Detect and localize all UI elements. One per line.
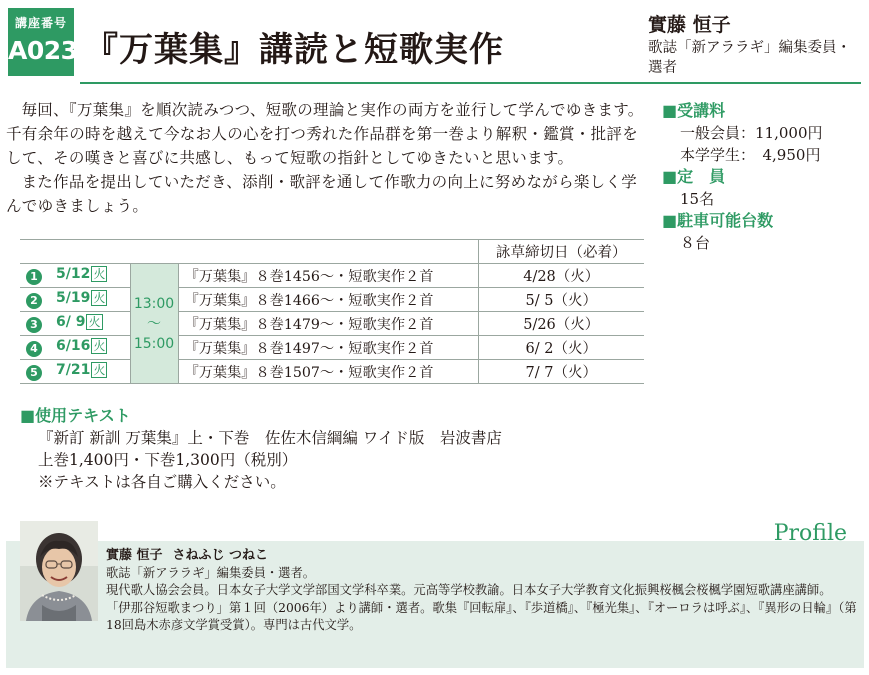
textbook-title: 『新訂 新訓 万葉集』上・下巻 佐佐木信綱編 ワイド版 岩波書店 [38, 429, 502, 447]
session-date: 6/16 [56, 338, 91, 354]
textbook-price: 上巻1,400円・下巻1,300円（税別） [38, 451, 298, 469]
weekday-badge: 火 [93, 363, 106, 377]
session-date: 7/21 [56, 362, 91, 378]
schedule-table [20, 239, 644, 384]
profile-name: 實藤 恒子 [106, 548, 163, 563]
session-date: 5/19 [56, 290, 91, 306]
session-deadline: 5/26（火） [478, 312, 644, 336]
session-deadline: 7/ 7（火） [478, 360, 644, 384]
lecturer-info [648, 12, 863, 78]
lecturer-name: 實藤 恒子 [648, 14, 731, 36]
profile-text [106, 547, 860, 635]
schedule-row [20, 288, 644, 312]
session-number: 2 [26, 293, 42, 309]
session-deadline: 5/ 5（火） [478, 288, 644, 312]
session-number: 4 [26, 341, 42, 357]
schedule-row [20, 336, 644, 360]
session-content: 『万葉集』８巻1466〜・短歌実作２首 [178, 288, 478, 312]
course-code-box [8, 8, 78, 76]
course-code: A023 [8, 36, 78, 65]
lecturer-role-line2: 選者 [648, 60, 677, 76]
session-content: 『万葉集』８巻1507〜・短歌実作２首 [178, 360, 478, 384]
schedule-header-row [20, 240, 644, 264]
weekday-badge: 火 [93, 339, 106, 353]
time-end: 15:00 [133, 335, 175, 352]
time-separator: 〜 [147, 315, 161, 332]
session-content: 『万葉集』８巻1497〜・短歌実作２首 [178, 336, 478, 360]
weekday-badge: 火 [88, 315, 101, 329]
schedule-row [20, 360, 644, 384]
capacity-heading: ■定 員 [662, 167, 726, 186]
session-content: 『万葉集』８巻1456〜・短歌実作２首 [178, 264, 478, 288]
deadline-header: 詠草締切日（必着） [478, 240, 644, 264]
header-divider [80, 82, 861, 84]
profile-reading: さねふじ つねこ [172, 548, 268, 563]
session-date: 5/12 [56, 266, 91, 282]
textbook-note: ※テキストは各自ご購入ください。 [38, 473, 286, 491]
description-paragraph-2: また作品を提出していただき、添削・歌評を通して作歌力の向上に努めながら楽しく学んでゆきましょう。 [6, 173, 638, 215]
course-title: 『万葉集』講読と短歌実作 [84, 30, 504, 70]
session-date: 6/ 9 [56, 314, 86, 330]
schedule-row [20, 312, 644, 336]
capacity-value: 15名 [680, 190, 715, 208]
schedule-row [20, 264, 644, 288]
session-number: 5 [26, 365, 42, 381]
time-start: 13:00 [133, 295, 175, 312]
textbook-section [20, 405, 502, 493]
lecturer-role-line1: 歌誌「新アララギ」編集委員・ [648, 40, 851, 56]
session-number: 3 [26, 317, 42, 333]
lecturer-photo [20, 521, 98, 621]
weekday-badge: 火 [93, 267, 106, 281]
session-time [130, 264, 178, 384]
profile-label: Profile [773, 521, 847, 546]
parking-heading: ■駐車可能台数 [662, 211, 774, 230]
session-deadline: 6/ 2（火） [478, 336, 644, 360]
textbook-heading: ■使用テキスト [20, 406, 131, 425]
session-number: 1 [26, 269, 42, 285]
session-deadline: 4/28（火） [478, 264, 644, 288]
fee-student: 本学学生： 4,950円 [680, 146, 821, 164]
course-code-label: 講座番号 [14, 16, 67, 30]
session-content: 『万葉集』８巻1479〜・短歌実作２首 [178, 312, 478, 336]
course-info [662, 100, 862, 254]
fee-general: 一般会員：11,000円 [680, 124, 823, 142]
profile-line-3: 「伊那谷短歌まつり」第１回（2006年）より講師・選者。歌集『回転扉』、『歩道橋』、『極光集』、『オーロラは呼ぶ』、『異形の日輪』（第18回島木赤彦文学賞受賞）。専門は古代文学。 [106, 600, 857, 632]
description-paragraph-1: 毎回、『万葉集』を順次読みつつ、短歌の理論と実作の両方を並行して学んでゆきます。千有余年の時を越えて今なお人の心を打つ秀れた作品群を第一巻より解釈・鑑賞・批評をして、その嘆きと喜びに共感し、もって短歌の指針としてゆきたいと思います。 [6, 101, 644, 167]
profile-line-1: 歌誌「新アララギ」編集委員・選者。 [106, 565, 316, 580]
parking-value: ８台 [680, 234, 711, 252]
course-description [6, 98, 646, 218]
profile-line-2: 現代歌人協会会員。日本女子大学文学部国文学科卒業。元高等学校教諭。日本女子大学教育文化振興桜楓会桜楓学園短歌講座講師。 [106, 583, 832, 597]
weekday-badge: 火 [93, 291, 106, 305]
fee-heading: ■受講料 [662, 101, 726, 120]
